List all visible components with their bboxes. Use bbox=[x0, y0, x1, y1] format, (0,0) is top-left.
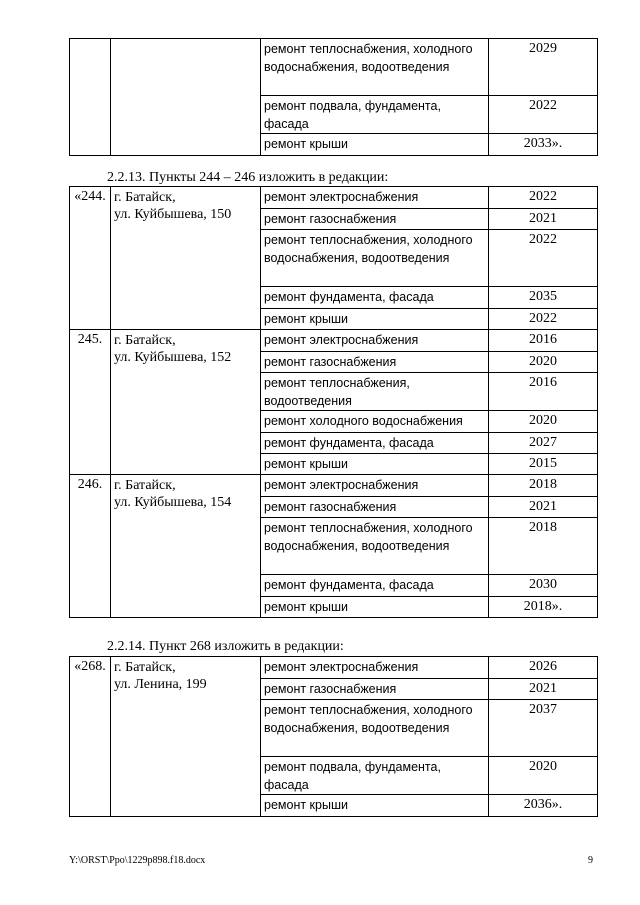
address-street: ул. Куйбышева, 152 bbox=[114, 350, 232, 365]
address-cell bbox=[111, 330, 261, 475]
work-cell: ремонт электроснабжения bbox=[261, 657, 489, 679]
address-street: ул. Ленина, 199 bbox=[114, 677, 207, 692]
work-cell: ремонт электроснабжения bbox=[261, 475, 489, 497]
year-cell: 2020 bbox=[489, 411, 598, 433]
work-cell: ремонт фундамента, фасада bbox=[261, 433, 489, 454]
year-cell: 2021 bbox=[489, 679, 598, 700]
item-number: 246. bbox=[70, 475, 111, 618]
work-cell: ремонт крыши bbox=[261, 795, 489, 817]
year-cell: 2033». bbox=[489, 134, 598, 156]
table-row bbox=[70, 39, 598, 96]
work-cell: ремонт электроснабжения bbox=[261, 187, 489, 209]
year-cell: 2020 bbox=[489, 352, 598, 373]
address-cell bbox=[111, 657, 261, 817]
year-cell: 2026 bbox=[489, 657, 598, 679]
address-street: ул. Куйбышева, 150 bbox=[114, 207, 232, 222]
year-cell: 2030 bbox=[489, 575, 598, 597]
year-cell: 2027 bbox=[489, 433, 598, 454]
address-street: ул. Куйбышева, 154 bbox=[114, 495, 232, 510]
item-number: «244. bbox=[70, 187, 111, 330]
item-number: 245. bbox=[70, 330, 111, 475]
work-cell: ремонт подвала, фундамента, фасада bbox=[261, 96, 489, 134]
footer-file-path: Y:\ORST\Ppo\1229p898.f18.docx bbox=[69, 855, 206, 866]
work-cell: ремонт подвала, фундамента, фасада bbox=[261, 757, 489, 795]
table-row bbox=[70, 187, 598, 209]
address-cell bbox=[111, 39, 261, 156]
work-cell: ремонт теплоснабжения, холодного водоснабжения, водоотведения bbox=[261, 518, 489, 575]
work-cell: ремонт электроснабжения bbox=[261, 330, 489, 352]
year-cell: 2037 bbox=[489, 700, 598, 757]
table-row bbox=[70, 330, 598, 352]
year-cell: 2015 bbox=[489, 454, 598, 475]
year-cell: 2018». bbox=[489, 597, 598, 618]
year-cell: 2021 bbox=[489, 497, 598, 518]
item-number: «268. bbox=[70, 657, 111, 817]
address-city: г. Батайск, bbox=[114, 660, 176, 675]
year-cell: 2020 bbox=[489, 757, 598, 795]
address-cell bbox=[111, 187, 261, 330]
work-cell: ремонт фундамента, фасада bbox=[261, 575, 489, 597]
num-cell bbox=[70, 39, 111, 156]
work-cell: ремонт крыши bbox=[261, 597, 489, 618]
address-city: г. Батайск, bbox=[114, 190, 176, 205]
table-item-268 bbox=[69, 656, 598, 817]
work-cell: ремонт теплоснабжения, холодного водоснабжения, водоотведения bbox=[261, 39, 489, 96]
work-cell: ремонт теплоснабжения, холодного водоснабжения, водоотведения bbox=[261, 230, 489, 287]
work-cell: ремонт теплоснабжения, холодного водоснабжения, водоотведения bbox=[261, 700, 489, 757]
table-row bbox=[70, 475, 598, 497]
work-cell: ремонт газоснабжения bbox=[261, 679, 489, 700]
year-cell: 2022 bbox=[489, 187, 598, 209]
table-continuation bbox=[69, 38, 598, 156]
year-cell: 2022 bbox=[489, 96, 598, 134]
work-cell: ремонт крыши bbox=[261, 454, 489, 475]
address-cell bbox=[111, 475, 261, 618]
year-cell: 2022 bbox=[489, 230, 598, 287]
page-number: 9 bbox=[588, 855, 593, 866]
year-cell: 2035 bbox=[489, 287, 598, 309]
year-cell: 2022 bbox=[489, 309, 598, 330]
address-city: г. Батайск, bbox=[114, 478, 176, 493]
year-cell: 2021 bbox=[489, 209, 598, 230]
address-city: г. Батайск, bbox=[114, 333, 176, 348]
work-cell: ремонт газоснабжения bbox=[261, 209, 489, 230]
work-cell: ремонт фундамента, фасада bbox=[261, 287, 489, 309]
year-cell: 2016 bbox=[489, 330, 598, 352]
paragraph-2-2-14: 2.2.14. Пункт 268 изложить в редакции: bbox=[107, 639, 344, 654]
year-cell: 2018 bbox=[489, 518, 598, 575]
year-cell: 2029 bbox=[489, 39, 598, 96]
paragraph-2-2-13: 2.2.13. Пункты 244 – 246 изложить в редакции: bbox=[107, 170, 389, 185]
table-row bbox=[70, 657, 598, 679]
work-cell: ремонт крыши bbox=[261, 134, 489, 156]
work-cell: ремонт газоснабжения bbox=[261, 497, 489, 518]
work-cell: ремонт теплоснабжения, водоотведения bbox=[261, 373, 489, 411]
year-cell: 2036». bbox=[489, 795, 598, 817]
work-cell: ремонт крыши bbox=[261, 309, 489, 330]
year-cell: 2018 bbox=[489, 475, 598, 497]
work-cell: ремонт холодного водоснабжения bbox=[261, 411, 489, 433]
year-cell: 2016 bbox=[489, 373, 598, 411]
table-items-244-246 bbox=[69, 186, 598, 618]
work-cell: ремонт газоснабжения bbox=[261, 352, 489, 373]
